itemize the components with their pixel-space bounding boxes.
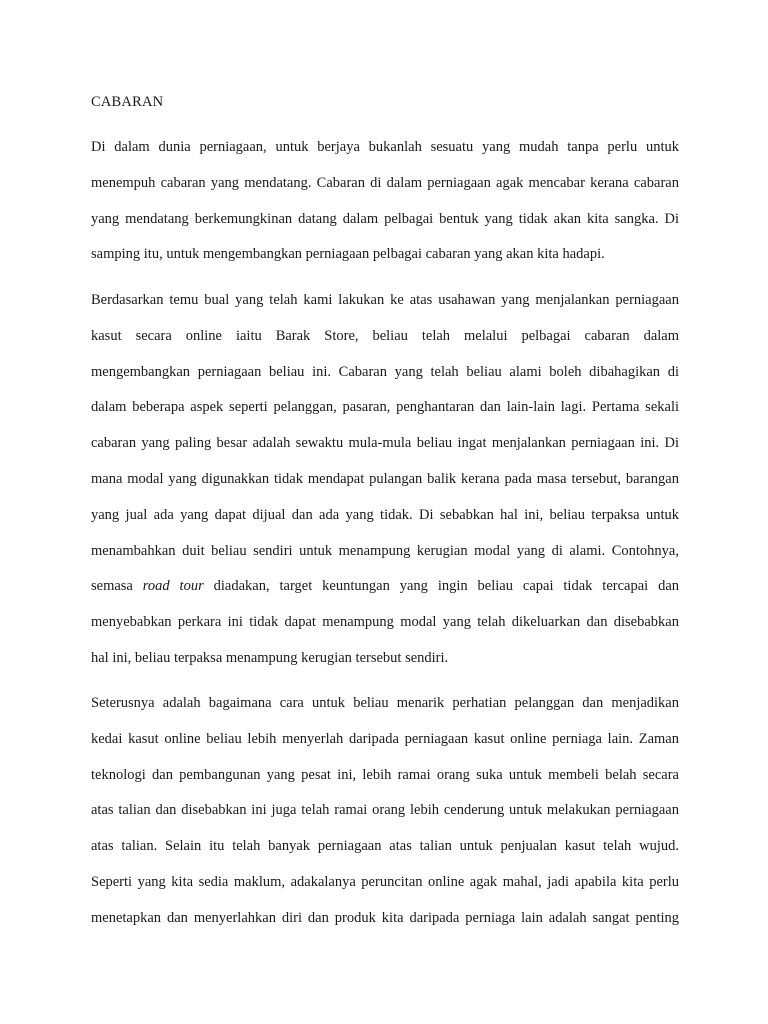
paragraph-line: cabaran yang paling besar adalah sewaktu mula-mula beliau ingat menjalankan perniagaan ini. Di (91, 435, 679, 452)
paragraph-line: Seterusnya adalah bagaimana cara untuk beliau menarik perhatian pelanggan dan menjadikan (91, 695, 679, 711)
paragraph-line: menempuh cabaran yang mendatang. Cabaran di dalam perniagaan agak mencabar kerana cabaran (91, 174, 679, 191)
line-rest: diadakan, target keuntungan yang ingin beliau capai tidak tercapai dan (213, 578, 680, 595)
paragraph-line: mengembangkan perniagaan beliau ini. Cabaran yang telah beliau alami boleh dibahagikan di (91, 363, 679, 380)
paragraph-line: atas talian. Selain itu telah banyak perniagaan atas talian untuk penjualan kasut telah wujud. (91, 838, 679, 855)
paragraph-line: Di dalam dunia perniagaan, untuk berjaya bukanlah sesuatu yang mudah tanpa perlu untuk (91, 139, 679, 155)
line-prefix: semasa (91, 578, 133, 595)
paragraph-1 (91, 130, 679, 273)
paragraph-line: atas talian dan disebabkan ini juga telah ramai orang lebih cenderung untuk melakukan perniagaan (91, 802, 679, 819)
paragraph-line: dalam beberapa aspek seperti pelanggan, pasaran, penghantaran dan lain-lain lagi. Pertama sekali (91, 399, 679, 416)
paragraph-line: menetapkan dan menyerlahkan diri dan produk kita daripada perniaga lain adalah sangat penting (91, 909, 679, 926)
paragraph-line: yang jual ada yang dapat dijual dan ada yang tidak. Di sebabkan hal ini, beliau terpaksa untuk (91, 506, 679, 523)
paragraph-line: samping itu, untuk mengembangkan perniagaan pelbagai cabaran yang akan kita hadapi. (91, 246, 605, 263)
paragraph-line: Seperti yang kita sedia maklum, adakalanya peruncitan online agak mahal, jadi apabila kita perlu (91, 873, 679, 890)
paragraph-line: kasut secara online iaitu Barak Store, beliau telah melalui pelbagai cabaran dalam (91, 327, 679, 344)
paragraph-line: Berdasarkan temu bual yang telah kami lakukan ke atas usahawan yang menjalankan perniagaan (91, 292, 679, 308)
paragraph-line: teknologi dan pembangunan yang pesat ini, lebih ramai orang suka untuk membeli belah secara (91, 766, 679, 783)
paragraph-line: mana modal yang digunakkan tidak mendapat pulangan balik kerana pada masa tersebut, barangan (91, 470, 679, 487)
paragraph-3 (91, 686, 679, 937)
paragraph-line: yang mendatang berkemungkinan datang dalam pelbagai bentuk yang tidak akan kita sangka. Di (91, 210, 679, 227)
paragraph-line-with-emphasis (91, 569, 679, 605)
document-page (91, 0, 679, 1024)
emphasized-phrase: road tour (142, 578, 204, 595)
paragraph-line: kedai kasut online beliau lebih menyerlah daripada perniagaan kasut online perniaga lain. Zaman (91, 730, 679, 747)
paragraph-line: menambahkan duit beliau sendiri untuk menampung kerugian modal yang di alami. Contohnya, (91, 542, 679, 559)
section-heading: CABARAN (91, 94, 164, 110)
paragraph-line: menyebabkan perkara ini tidak dapat menampung modal yang telah dikeluarkan dan disebabkan (91, 614, 679, 631)
paragraph-line: hal ini, beliau terpaksa menampung kerugian tersebut sendiri. (91, 649, 449, 666)
paragraph-2 (91, 283, 679, 677)
